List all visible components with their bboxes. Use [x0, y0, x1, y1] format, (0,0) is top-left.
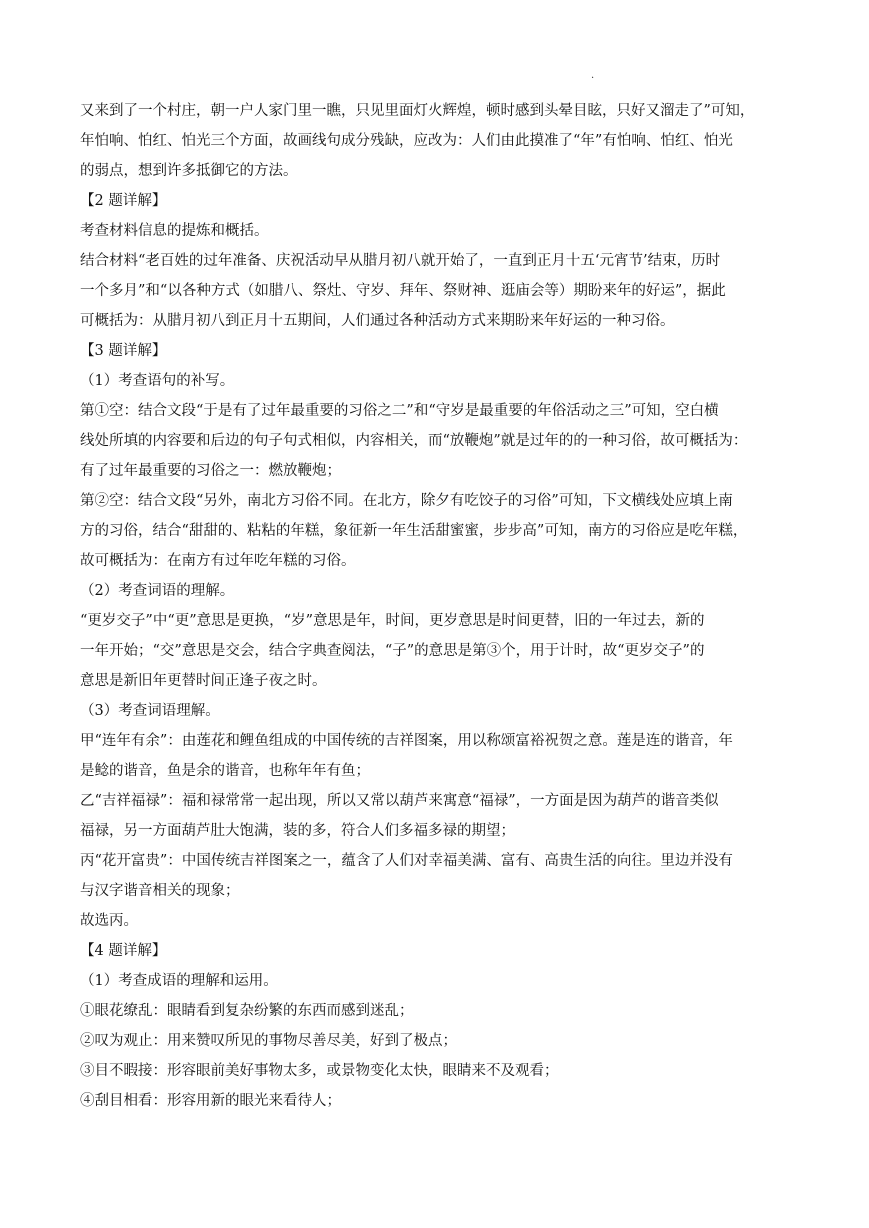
- text-line: 福禄，另一方面葫芦肚大饱满，装的多，符合人们多福多禄的期望；: [80, 823, 515, 839]
- text-line: （1）考查语句的补写。: [80, 373, 235, 389]
- text-line: 考查材料信息的提炼和概括。: [80, 223, 269, 239]
- text-line: ②叹为观止：用来赞叹所见的事物尽善尽美，好到了极点；: [80, 1033, 457, 1049]
- section-heading-2: 【2 题详解】: [80, 193, 167, 209]
- text-line: （2）考查词语的理解。: [80, 583, 235, 599]
- text-line: 是鲶的谐音，鱼是余的谐音，也称年年有鱼；: [80, 763, 370, 779]
- text-line: 乙“吉祥福禄”：福和禄常常一起出现，所以又常以葫芦来寓意“福禄”，一方面是因为葫芦的谐音类似: [80, 793, 719, 809]
- text-line: 第①空：结合文段“于是有了过年最重要的习俗之二”和“守岁是最重要的年俗活动之三”可知，空白横: [80, 403, 719, 419]
- text-line: 的弱点，想到许多抵御它的方法。: [80, 163, 298, 179]
- section-heading-4: 【4 题详解】: [80, 943, 167, 959]
- text-line: 丙“花开富贵”：中国传统吉祥图案之一，蕴含了人们对幸福美满、富有、高贵生活的向往。里边并没有: [80, 853, 733, 869]
- text-line: （1）考查成语的理解和运用。: [80, 973, 278, 989]
- section-heading-3: 【3 题详解】: [80, 343, 167, 359]
- text-line: 故选丙。: [80, 913, 138, 929]
- header-dot: .: [591, 70, 595, 81]
- text-line: 有了过年最重要的习俗之一：燃放鞭炮；: [80, 463, 341, 479]
- text-line: “更岁交子”中“更”意思是更换，“岁”意思是年，时间，更岁意思是时间更替，旧的一年过去，新的: [80, 613, 705, 629]
- text-line: 意思是新旧年更替时间正逢子夜之时。: [80, 673, 327, 689]
- document-body: [80, 96, 792, 1116]
- text-line: 一年开始；“交”意思是交会，结合字典查阅法，“子”的意思是第③个，用于计时，故“更岁交子”的: [80, 643, 705, 659]
- text-line: ④刮目相看：形容用新的眼光来看待人；: [80, 1093, 341, 1109]
- text-line: 方的习俗，结合“甜甜的、粘粘的年糕，象征新一年生活甜蜜蜜，步步高”可知，南方的习俗应是吃年糕，: [80, 523, 748, 539]
- text-line: ③目不暇接：形容眼前美好事物太多，或景物变化太快，眼睛来不及观看；: [80, 1063, 559, 1079]
- text-line: 又来到了一个村庄，朝一户人家门里一瞧，只见里面灯火辉煌，顿时感到头晕目眩，只好又溜走了”可知，: [80, 103, 755, 119]
- text-line: （3）考查词语理解。: [80, 703, 220, 719]
- text-line: 线处所填的内容要和后边的句子句式相似，内容相关，而“放鞭炮”就是过年的的一种习俗，故可概括为：: [80, 433, 748, 449]
- text-line: ①眼花缭乱：眼睛看到复杂纷繁的东西而感到迷乱；: [80, 1003, 414, 1019]
- text-line: 第②空：结合文段“另外，南北方习俗不同。在北方，除夕有吃饺子的习俗”可知，下文横线处应填上南: [80, 493, 733, 509]
- text-line: 年怕响、怕红、怕光三个方面，故画线句成分残缺，应改为：人们由此摸准了“年”有怕响、怕红、怕光: [80, 133, 733, 149]
- text-line: 结合材料“老百姓的过年准备、庆祝活动早从腊月初八就开始了，一直到正月十五‘元宵节’结束，历时: [80, 253, 721, 269]
- text-line: 一个多月”和“以各种方式（如腊八、祭灶、守岁、拜年、祭财神、逛庙会等）期盼来年的好运”，据此: [80, 283, 726, 299]
- text-line: 可概括为：从腊月初八到正月十五期间，人们通过各种活动方式来期盼来年好运的一种习俗。: [80, 313, 675, 329]
- text-line: 与汉字谐音相关的现象；: [80, 883, 240, 899]
- text-line: 甲“连年有余”：由莲花和鲤鱼组成的中国传统的吉祥图案，用以称颂富裕祝贺之意。莲是连的谐音，年: [80, 733, 733, 749]
- text-line: 故可概括为：在南方有过年吃年糕的习俗。: [80, 553, 356, 569]
